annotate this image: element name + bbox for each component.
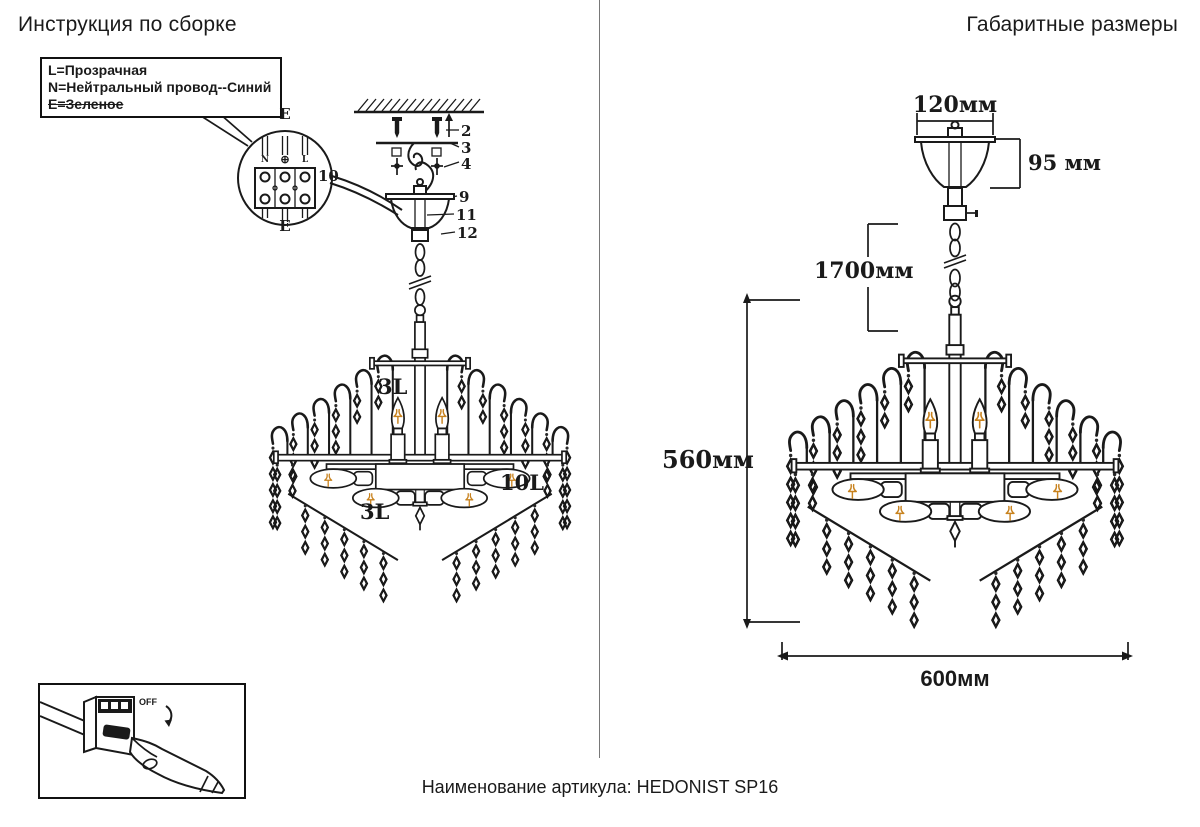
legend-line-live: L=Прозрачная — [48, 62, 148, 78]
part-label-terminal-block: 10 — [318, 167, 339, 185]
dim-body-height: 560мм — [662, 445, 754, 474]
live-label: L — [301, 155, 309, 165]
part-label-bracket: 3 — [461, 139, 472, 157]
legend-line-neutral: N=Нейтральный провод--Синий — [48, 79, 272, 95]
part-label-screws: 2 — [461, 122, 472, 140]
lamp-label-lower: 3L — [360, 499, 390, 524]
part-label-lock: 12 — [457, 224, 478, 242]
part-label-canopy: 9 — [459, 188, 470, 206]
left-chandelier-drawing — [269, 305, 571, 603]
right-chandelier-drawing — [786, 296, 1123, 629]
dim-canopy-height: 95 мм — [1028, 150, 1102, 175]
lamp-label-middle: 10L — [500, 470, 544, 495]
assembly-title: Инструкция по сборке — [18, 13, 237, 36]
lamp-label-upper: 3L — [378, 374, 408, 399]
neutral-label: N — [260, 155, 270, 165]
dim-chain-length: 1700мм — [814, 258, 914, 284]
terminal-callout-drawing — [198, 114, 402, 225]
earth-symbol: ⊕ — [280, 154, 290, 166]
part-label-pipe: 11 — [456, 206, 477, 224]
right-canopy-drawing — [915, 122, 995, 221]
article-name: Наименование артикула: HEDONIST SP16 — [421, 777, 779, 797]
earth-label-bottom: E — [279, 217, 291, 235]
earth-label-top: E — [279, 105, 291, 123]
switch-off-label: OFF — [139, 697, 157, 707]
dimensions-title: Габаритные размеры — [966, 13, 1178, 36]
dimension-lines — [743, 113, 1133, 661]
legend-line-earth: E=Зеленое — [48, 96, 124, 112]
part-label-nuts: 4 — [461, 155, 472, 173]
legend-box — [40, 57, 282, 118]
right-chain-drawing — [944, 224, 966, 301]
dim-body-width: 600мм — [920, 666, 990, 691]
dim-canopy-width: 120мм — [912, 92, 998, 118]
